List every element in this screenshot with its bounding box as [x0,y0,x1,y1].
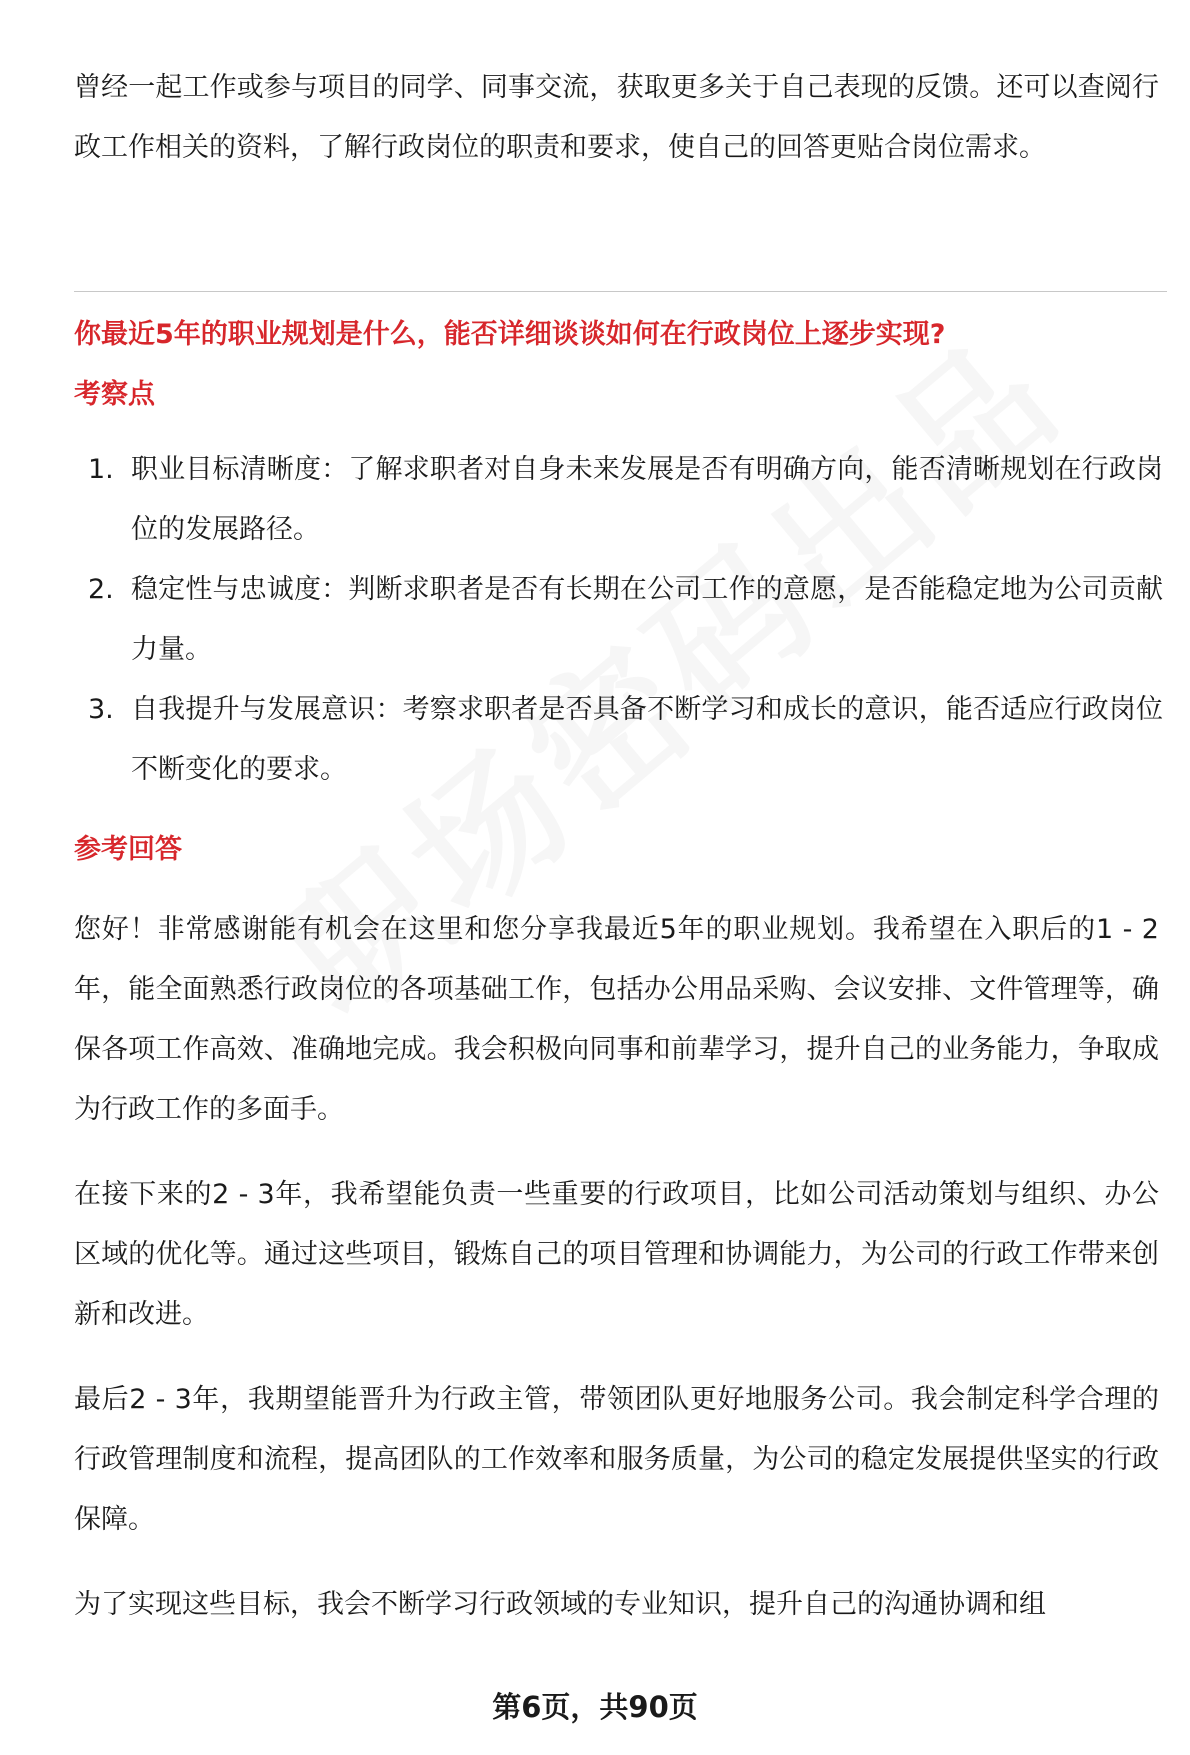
list-item-text: 稳定性与忠诚度：判断求职者是否有长期在公司工作的意愿，是否能稳定地为公司贡献力量。 [131,574,1163,665]
answer-paragraph-2: 在接下来的2 - 3年，我希望能负责一些重要的行政项目，比如公司活动策划与组织、办公区域的优化等。通过这些项目，锻炼自己的项目管理和协调能力，为公司的行政工作带来创新和改进。 [74,1179,1159,1330]
answer-paragraph-1: 您好！非常感谢能有机会在这里和您分享我最近5年的职业规划。我希望在入职后的1 - 2年，能全面熟悉行政岗位的各项基础工作，包括办公用品采购、会议安排、文件管理等，确保各项工作高效、准确地完成。我会积极向同事和前辈学习，提升自己的业务能力，争取成为行政工作的多面手。 [74,914,1159,1125]
intro-section [74,58,1159,178]
list-item [88,560,1163,680]
reference-heading: 参考回答 [74,834,182,865]
evaluation-heading: 考察点 [74,379,155,410]
list-item-number: 3. [88,694,114,725]
reference-answer [74,900,1159,1635]
section-divider [74,291,1167,292]
intro-paragraph: 曾经一起工作或参与项目的同学、同事交流，获取更多关于自己表现的反馈。还可以查阅行政工作相关的资料，了解行政岗位的职责和要求，使自己的回答更贴合岗位需求。 [74,72,1159,163]
list-item-number: 1. [88,454,114,485]
page-number-footer: 第6页，共90页 [492,1690,698,1724]
answer-paragraph-3: 最后2 - 3年，我期望能晋升为行政主管，带领团队更好地服务公司。我会制定科学合理的行政管理制度和流程，提高团队的工作效率和服务质量，为公司的稳定发展提供坚实的行政保障。 [74,1384,1159,1535]
answer-paragraph-4: 为了实现这些目标，我会不断学习行政领域的专业知识，提升自己的沟通协调和组 [74,1589,1046,1620]
list-item [88,680,1163,800]
list-item-text: 自我提升与发展意识：考察求职者是否具备不断学习和成长的意识，能否适应行政岗位不断变化的要求。 [131,694,1163,785]
list-item [88,440,1163,560]
list-item-text: 职业目标清晰度：了解求职者对自身未来发展是否有明确方向，能否清晰规划在行政岗位的发展路径。 [131,454,1163,545]
evaluation-list [88,440,1163,800]
list-item-number: 2. [88,574,114,605]
question-title: 你最近5年的职业规划是什么，能否详细谈谈如何在行政岗位上逐步实现? [74,319,946,350]
